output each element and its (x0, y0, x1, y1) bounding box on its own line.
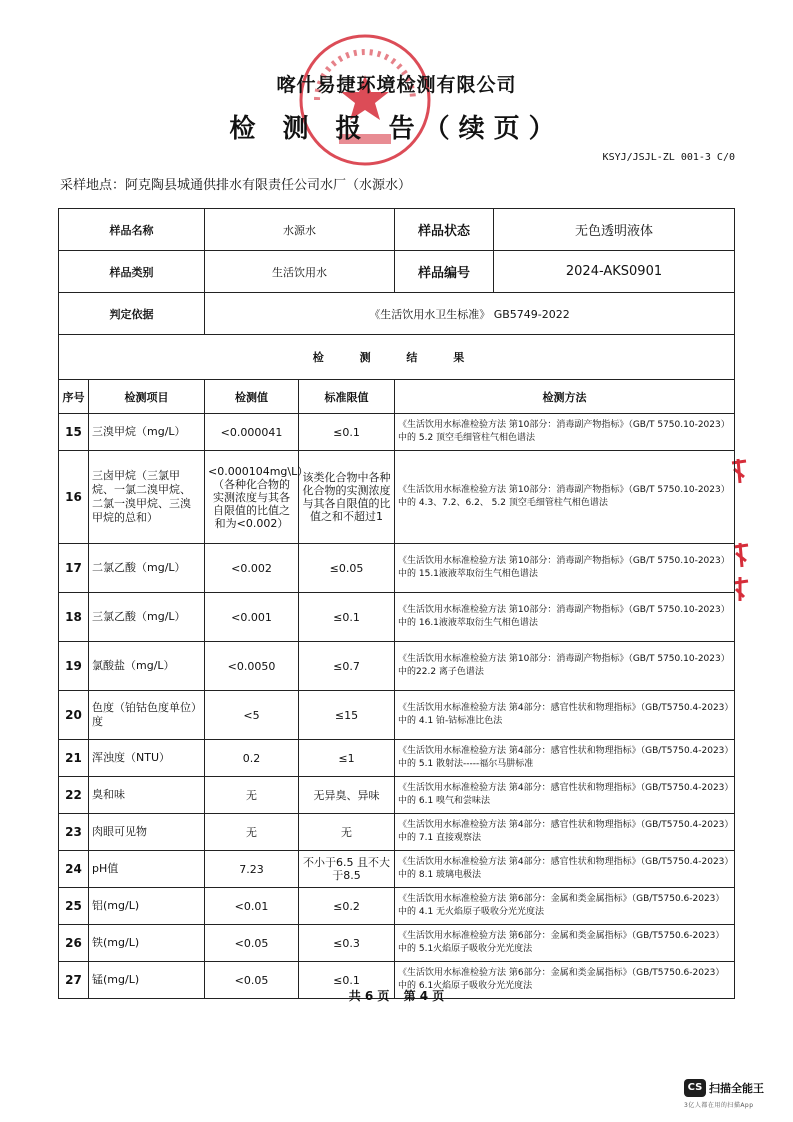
scanner-app-name: 扫描全能王 (709, 1081, 764, 1095)
sample-type-row (59, 251, 735, 293)
document-number: KSYJ/JSJL-ZL 001-3 C/0 (602, 152, 735, 163)
company-name: 喀什易捷环境检测有限公司 (276, 74, 517, 96)
results-title: 检 测 结 果 (59, 335, 735, 380)
sample-type-value: 生活饮用水 (205, 251, 395, 293)
row-limit: 不小于6.5 且不大于8.5 (299, 851, 395, 888)
table-row (59, 814, 735, 851)
row-value: 无 (205, 814, 299, 851)
row-limit: ≤15 (299, 691, 395, 740)
col-header-item: 检测项目 (89, 380, 205, 414)
current-page: 第 4 页 (403, 989, 445, 1003)
row-value: 0.2 (205, 740, 299, 777)
official-seal-stamp (295, 30, 435, 170)
row-limit: ≤0.7 (299, 642, 395, 691)
row-value: 7.23 (205, 851, 299, 888)
sampling-location: 采样地点：阿克陶县城通供排水有限责任公司水厂（水源水） (60, 178, 412, 193)
scanner-tagline: 3亿人都在用的扫描App (684, 1101, 754, 1109)
row-method: 《生活饮用水标准检验方法 第4部分：感官性状和物理指标》（GB/T5750.4-2023）中的 6.1 嗅气和尝味法 (395, 777, 735, 814)
row-item: 臭和味 (89, 777, 205, 814)
row-limit: ≤0.1 (299, 414, 395, 451)
row-method: 《生活饮用水标准检验方法 第6部分：金属和类金属指标》（GB/T5750.6-2023）中的 5.1火焰原子吸收分光光度法 (395, 925, 735, 962)
row-method: 《生活饮用水标准检验方法 第4部分：感官性状和物理指标》（GB/T5750.4-2023）中的 7.1 直接观察法 (395, 814, 735, 851)
total-pages: 共 6 页 (348, 989, 390, 1003)
row-method: 《生活饮用水标准检验方法 第6部分：金属和类金属指标》（GB/T5750.6-2023）中的 6.1火焰原子吸收分光光度法 (395, 962, 735, 999)
table-row (59, 414, 735, 451)
row-limit: 无 (299, 814, 395, 851)
row-item: 三氯乙酸（mg/L） (89, 593, 205, 642)
test-results-table (58, 208, 735, 999)
row-item: 铁(mg/L) (89, 925, 205, 962)
report-title: 检 测 报 告（续页） (229, 114, 564, 144)
row-limit: 无异臭、异味 (299, 777, 395, 814)
results-title-row (59, 335, 735, 380)
col-header-value: 检测值 (205, 380, 299, 414)
row-limit: ≤0.1 (299, 962, 395, 999)
table-row (59, 451, 735, 544)
table-row (59, 593, 735, 642)
row-value: <0.0050 (205, 642, 299, 691)
row-no: 16 (59, 451, 89, 544)
col-header-limit: 标准限值 (299, 380, 395, 414)
row-item: 浑浊度（NTU） (89, 740, 205, 777)
table-row (59, 544, 735, 593)
row-value: <0.01 (205, 888, 299, 925)
basis-row (59, 293, 735, 335)
row-method: 《生活饮用水标准检验方法 第4部分：感官性状和物理指标》（GB/T5750.4-2023）中的 8.1 玻璃电极法 (395, 851, 735, 888)
row-item: 氯酸盐（mg/L） (89, 642, 205, 691)
row-method: 《生活饮用水标准检验方法 第4部分：感官性状和物理指标》（GB/T5750.4-2023）中的 5.1 散射法-----福尔马肼标准 (395, 740, 735, 777)
scanner-watermark (684, 1077, 789, 1109)
sample-no-value: 2024-AKS0901 (565, 264, 663, 279)
row-limit: ≤0.05 (299, 544, 395, 593)
sample-state-value: 无色透明液体 (574, 224, 653, 239)
table-row (59, 777, 735, 814)
row-method: 《生活饮用水标准检验方法 第10部分：消毒副产物指标》（GB/T 5750.10-2023）中的 15.1液液萃取衍生气相色谱法 (395, 544, 735, 593)
row-limit: ≤0.2 (299, 888, 395, 925)
row-item: 锰(mg/L) (89, 962, 205, 999)
row-no: 20 (59, 691, 89, 740)
row-no: 23 (59, 814, 89, 851)
row-item: 三溴甲烷（mg/L） (89, 414, 205, 451)
row-no: 22 (59, 777, 89, 814)
sample-type-label: 样品类别 (59, 251, 205, 293)
sample-name-label: 样品名称 (59, 209, 205, 251)
row-no: 17 (59, 544, 89, 593)
sample-name-value: 水源水 (205, 209, 395, 251)
camscanner-logo-icon: CS (684, 1079, 706, 1097)
row-value: 无 (205, 777, 299, 814)
sample-state-label: 样品状态 (395, 209, 494, 250)
row-no: 26 (59, 925, 89, 962)
sample-no-label: 样品编号 (395, 251, 494, 292)
row-item: 铝(mg/L) (89, 888, 205, 925)
table-row (59, 642, 735, 691)
table-row (59, 925, 735, 962)
row-item: 三卤甲烷（三氯甲烷、一氯二溴甲烷、二氯一溴甲烷、三溴甲烷的总和） (89, 451, 205, 544)
col-header-method: 检测方法 (395, 380, 735, 414)
row-value: <0.000041 (205, 414, 299, 451)
row-value: <0.001 (205, 593, 299, 642)
row-limit: ≤0.1 (299, 593, 395, 642)
row-method: 《生活饮用水标准检验方法 第10部分：消毒副产物指标》（GB/T 5750.10-2023）中的22.2 离子色谱法 (395, 642, 735, 691)
row-value: <0.05 (205, 962, 299, 999)
row-no: 25 (59, 888, 89, 925)
row-limit: 该类化合物中各种化合物的实测浓度与其各自限值的比值之和不超过1 (299, 451, 395, 544)
table-row (59, 691, 735, 740)
row-no: 21 (59, 740, 89, 777)
page-number (0, 987, 793, 1004)
row-method: 《生活饮用水标准检验方法 第10部分：消毒副产物指标》（GB/T 5750.10-2023）中的 4.3、7.2、6.2、 5.2 顶空毛细管柱气相色谱法 (395, 451, 735, 544)
row-no: 18 (59, 593, 89, 642)
row-limit: ≤0.3 (299, 925, 395, 962)
sample-name-row (59, 209, 735, 251)
row-item: pH值 (89, 851, 205, 888)
row-no: 19 (59, 642, 89, 691)
row-no: 24 (59, 851, 89, 888)
row-method: 《生活饮用水标准检验方法 第6部分：金属和类金属指标》（GB/T5750.6-2023）中的 4.1 无火焰原子吸收分光光度法 (395, 888, 735, 925)
row-method: 《生活饮用水标准检验方法 第10部分：消毒副产物指标》（GB/T 5750.10-2023）中的 16.1液液萃取衍生气相色谱法 (395, 593, 735, 642)
row-value: <0.002 (205, 544, 299, 593)
row-value: <0.05 (205, 925, 299, 962)
row-method: 《生活饮用水标准检验方法 第4部分：感官性状和物理指标》（GB/T5750.4-2023）中的 4.1 铂-钴标准比色法 (395, 691, 735, 740)
row-method: 《生活饮用水标准检验方法 第10部分：消毒副产物指标》（GB/T 5750.10-2023）中的 5.2 顶空毛细管柱气相色谱法 (395, 414, 735, 451)
column-header-row (59, 380, 735, 414)
row-no: 27 (59, 962, 89, 999)
table-row (59, 888, 735, 925)
row-no: 15 (59, 414, 89, 451)
row-item: 色度（铂钴色度单位）度 (89, 691, 205, 740)
row-item: 二氯乙酸（mg/L） (89, 544, 205, 593)
col-header-no: 序号 (59, 380, 89, 414)
row-item: 肉眼可见物 (89, 814, 205, 851)
row-value: <5 (205, 691, 299, 740)
row-value: <0.000104mg\L）（各种化合物的实测浓度与其各自限值的比值之和为<0.002） (205, 451, 299, 544)
basis-label: 判定依据 (59, 293, 205, 335)
table-row (59, 851, 735, 888)
basis-value: 《生活饮用水卫生标准》 GB5749-2022 (205, 293, 735, 335)
table-row (59, 740, 735, 777)
row-limit: ≤1 (299, 740, 395, 777)
